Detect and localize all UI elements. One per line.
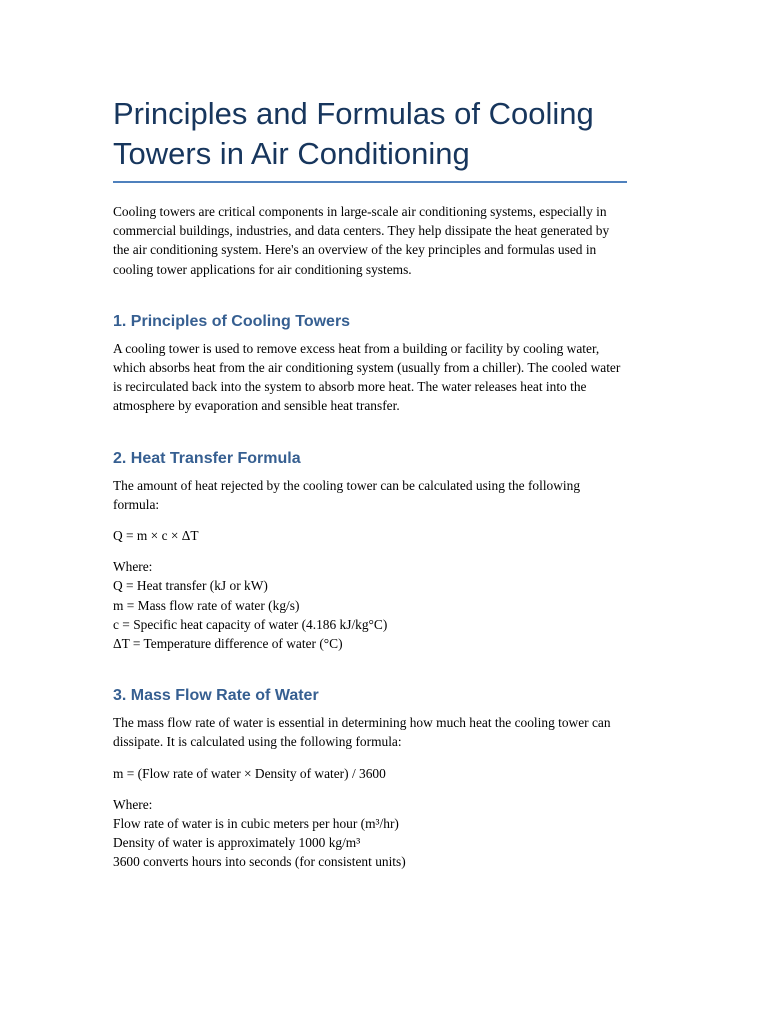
heat-transfer-formula: Q = m × c × ΔT — [113, 528, 199, 544]
section3-heading: 3. Mass Flow Rate of Water — [113, 687, 319, 705]
where-item: Q = Heat transfer (kJ or kW) — [113, 578, 268, 594]
document-page — [113, 94, 627, 872]
where-item: Flow rate of water is in cubic meters per hour (m³/hr) — [113, 816, 399, 832]
section2-heading: 2. Heat Transfer Formula — [113, 449, 301, 467]
where-item: 3600 converts hours into seconds (for consistent units) — [113, 854, 406, 870]
where-item: c = Specific heat capacity of water (4.186 kJ/kg°C) — [113, 616, 388, 632]
intro-paragraph: Cooling towers are critical components in large-scale air conditioning systems, especially in commercial buildings, industries, and data centers. They help dissipate the heat generated by the air conditioning system. Here's an overview of the key principles and formulas used in cooling tower applications for air conditioning systems. — [113, 204, 610, 277]
section1-paragraph: A cooling tower is used to remove excess heat from a building or facility by cooling water, which absorbs heat from the air conditioning system (usually from a chiller). The cooled water is recirculated back into the system to absorb more heat. The water releases heat into the atmosphere by evaporation and sensible heat transfer. — [113, 340, 621, 414]
document-title: Principles and Formulas of Cooling Towers in Air Conditioning — [113, 96, 594, 171]
title-underline — [113, 181, 627, 183]
where-item: ΔT = Temperature difference of water (°C) — [113, 636, 343, 652]
section2-paragraph: The amount of heat rejected by the cooling tower can be calculated using the following formula: — [113, 477, 581, 512]
where-label: Where: — [113, 559, 153, 575]
section3-where-block — [113, 795, 627, 872]
section2-where-block — [113, 557, 627, 653]
mass-flow-formula: m = (Flow rate of water × Density of water) / 3600 — [113, 765, 386, 781]
section1-heading: 1. Principles of Cooling Towers — [113, 312, 351, 330]
where-item: Density of water is approximately 1000 kg/m³ — [113, 835, 361, 851]
where-label: Where: — [113, 796, 153, 812]
where-item: m = Mass flow rate of water (kg/s) — [113, 597, 300, 613]
section3-paragraph: The mass flow rate of water is essential in determining how much heat the cooling tower can dissipate. It is calculated using the following formula: — [113, 715, 611, 750]
